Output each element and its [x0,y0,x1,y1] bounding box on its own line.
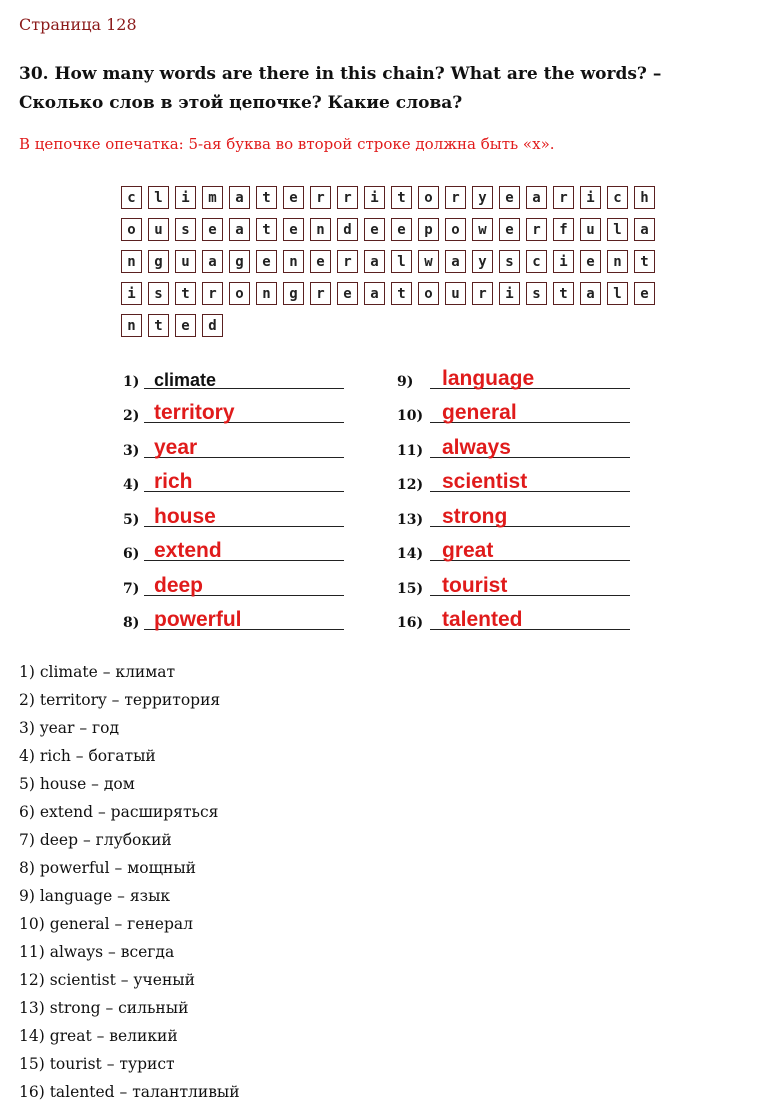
answer-number: 16) [397,615,424,631]
letter-cell: n [283,250,304,273]
grid-row [121,186,661,210]
answer-number: 1) [123,373,140,390]
answer-word: scientist [442,470,528,493]
letter-cell: o [445,218,466,241]
answer-word: climate [154,369,217,390]
letter-cell: u [148,218,169,241]
vocabulary-item: 4) rich – богатый [19,747,156,765]
answer-word: rich [154,470,193,493]
answer-number: 12) [397,477,424,493]
vocabulary-item: 2) territory – территория [19,691,221,709]
answer-number: 10) [397,408,424,424]
answer-number: 6) [123,546,140,562]
letter-cell: t [391,282,412,305]
answer-number: 4) [123,477,140,493]
letter-cell: a [445,250,466,273]
answer-word: general [442,401,517,424]
letter-cell: i [175,186,196,209]
letter-cell: n [121,314,142,337]
answer-row [397,500,637,535]
letter-cell: i [553,250,574,273]
answer-row [123,500,363,535]
answer-row [397,569,637,604]
letter-cell: i [121,282,142,305]
grid-row [121,250,661,274]
letter-cell: e [391,218,412,241]
letter-cell: a [364,250,385,273]
vocabulary-item: 14) great – великий [19,1027,178,1045]
letter-cell: e [283,186,304,209]
letter-cell: r [310,186,331,209]
letter-cell: e [337,282,358,305]
answer-row [123,362,363,397]
letter-cell: r [445,186,466,209]
answer-word: house [154,504,216,528]
letter-cell: s [526,282,547,305]
letter-cell: r [202,282,223,305]
answer-word: territory [154,401,235,424]
answer-row [123,431,363,466]
letter-cell: o [121,218,142,241]
letter-cell: i [499,282,520,305]
vocabulary-item: 15) tourist – турист [19,1055,175,1073]
letter-cell: t [553,282,574,305]
letter-cell: g [148,250,169,273]
vocabulary-item: 3) year – год [19,719,120,737]
letter-cell: w [472,218,493,241]
answer-number: 2) [123,408,140,424]
letter-cell: o [418,186,439,209]
answer-row [123,535,363,570]
answer-row [123,397,363,432]
letter-cell: w [418,250,439,273]
answer-row [123,569,363,604]
letter-cell: n [310,218,331,241]
letter-cell: y [472,250,493,273]
letter-cell: e [499,186,520,209]
answer-number: 7) [123,580,140,597]
letter-cell: i [364,186,385,209]
letter-cell: t [256,186,277,209]
letter-cell: e [175,314,196,337]
answer-word: tourist [442,573,508,597]
vocabulary-item: 9) language – язык [19,887,171,905]
answer-row [123,604,363,639]
letter-cell: g [229,250,250,273]
vocabulary-item: 1) climate – климат [19,663,176,681]
vocabulary-item: 7) deep – глубокий [19,831,172,849]
letter-cell: a [634,218,655,241]
answer-row [397,431,637,466]
letter-cell: o [229,282,250,305]
letter-cell: g [283,282,304,305]
letter-cell: n [256,282,277,305]
grid-row [121,282,661,306]
letter-cell: l [391,250,412,273]
vocabulary-item: 11) always – всегда [19,943,175,961]
letter-cell: d [337,218,358,241]
vocabulary-item: 16) talented – талантливый [19,1083,240,1101]
letter-cell: i [580,186,601,209]
letter-cell: s [175,218,196,241]
letter-cell: l [607,282,628,305]
letter-cell: r [337,250,358,273]
letter-cell: d [202,314,223,337]
vocabulary-item: 8) powerful – мощный [19,859,197,877]
answer-word: year [154,435,198,459]
answer-number: 5) [123,511,140,528]
vocabulary-item: 6) extend – расширяться [19,803,219,821]
letter-cell: c [121,186,142,209]
vocabulary-item: 5) house – дом [19,775,135,793]
letter-cell: a [580,282,601,305]
answer-word: language [442,366,535,390]
answer-number: 3) [123,442,140,459]
answer-number: 15) [397,580,424,597]
letter-cell: e [256,250,277,273]
letter-cell: a [364,282,385,305]
letter-cell: a [202,250,223,273]
letter-cell: c [607,186,628,209]
letter-cell: u [445,282,466,305]
answer-number: 11) [397,442,424,459]
letter-cell: e [634,282,655,305]
answers-column-right [397,362,637,638]
answer-word: deep [154,573,204,597]
answer-number: 8) [123,615,140,631]
letter-cell: f [553,218,574,241]
letter-cell: t [256,218,277,241]
letter-cell: e [310,250,331,273]
answer-number: 14) [397,546,424,562]
answer-word: extend [154,539,222,562]
answer-row [397,397,637,432]
letter-cell: t [634,250,655,273]
letter-cell: a [526,186,547,209]
typo-note: В цепочке опечатка: 5-ая буква во второй строке должна быть «x». [19,135,555,153]
letter-cell: n [121,250,142,273]
letter-cell: r [310,282,331,305]
answer-number: 9) [397,373,414,390]
letter-cell: s [148,282,169,305]
letter-cell: p [418,218,439,241]
page-number-label: Страница 128 [19,15,137,34]
letter-cell: y [472,186,493,209]
grid-row [121,218,661,242]
answer-row [397,604,637,639]
answers-column-left [123,362,363,638]
letter-cell: o [418,282,439,305]
letter-cell: e [283,218,304,241]
task-title: 30. How many words are there in this chain? What are the words? – Сколько слов в этой цепочке? Какие слова? [19,64,662,113]
vocabulary-item: 12) scientist – ученый [19,971,195,989]
letter-cell: m [202,186,223,209]
vocabulary-item: 13) strong – сильный [19,999,189,1017]
grid-row [121,314,661,338]
letter-cell: e [580,250,601,273]
letter-cell: e [499,218,520,241]
answer-word: powerful [154,608,242,631]
letter-cell: n [607,250,628,273]
letter-cell: e [202,218,223,241]
letter-cell: a [229,186,250,209]
letter-cell: u [580,218,601,241]
letter-chain-grid [121,186,661,346]
letter-cell: a [229,218,250,241]
letter-cell: t [391,186,412,209]
letter-cell: t [148,314,169,337]
vocabulary-list [19,658,240,1106]
answer-word: talented [442,608,523,631]
vocabulary-item: 10) general – генерал [19,915,193,933]
letter-cell: r [337,186,358,209]
answer-row [123,466,363,501]
letter-cell: h [634,186,655,209]
answer-number: 13) [397,511,424,528]
answer-row [397,362,637,397]
letter-cell: r [553,186,574,209]
answer-word: always [442,435,511,459]
letter-cell: r [472,282,493,305]
answer-word: great [442,539,494,562]
letter-cell: s [499,250,520,273]
answer-row [397,466,637,501]
letter-cell: t [175,282,196,305]
letter-cell: l [607,218,628,241]
answer-word: strong [442,504,508,528]
letter-cell: r [526,218,547,241]
letter-cell: e [364,218,385,241]
letter-cell: l [148,186,169,209]
letter-cell: c [526,250,547,273]
answer-row [397,535,637,570]
letter-cell: u [175,250,196,273]
